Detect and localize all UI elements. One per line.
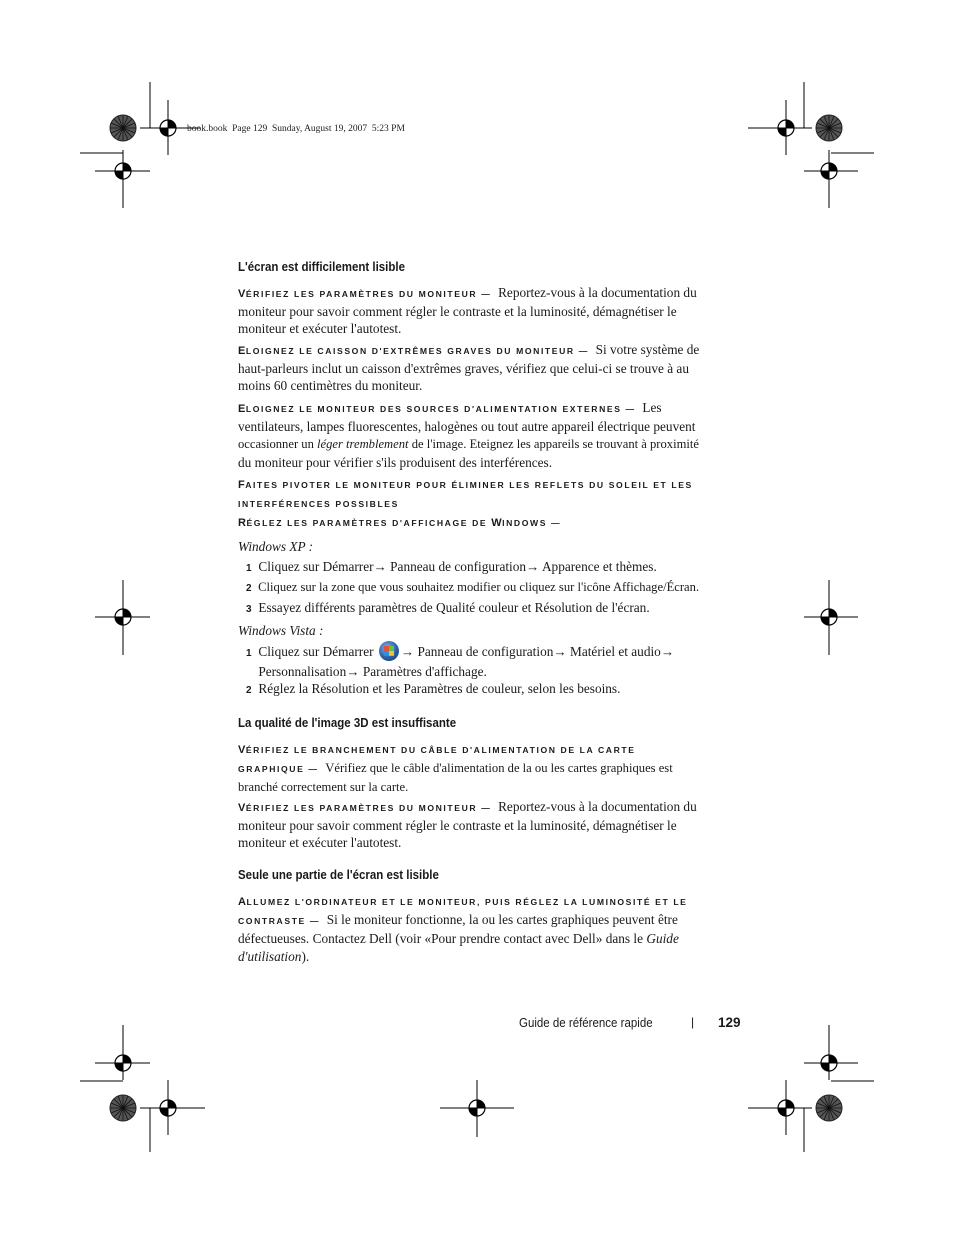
star-target-icon — [110, 115, 136, 141]
star-target-icon — [110, 1095, 136, 1121]
paragraph-heading: RÉGLEZ LES PARAMÈTRES D'AFFICHAGE DE WINDOWS — — [238, 517, 562, 529]
section-heading: Seule une partie de l'écran est lisible — [238, 868, 439, 882]
section-heading: La qualité de l'image 3D est insuffisante — [238, 716, 457, 730]
paragraph-lead: VÉRIFIEZ LE BRANCHEMENT DU CÂBLE D'ALIMENTATION DE LA CARTE — [238, 744, 636, 756]
page-number: 129 — [718, 1015, 741, 1030]
footer-title: Guide de référence rapide — [519, 1016, 653, 1030]
os-label: Windows Vista : — [238, 623, 324, 638]
star-target-icon — [816, 1095, 842, 1121]
paragraph: VÉRIFIEZ LES PARAMÈTRES DU MONITEUR — Reportez-vous à la documentation du moniteur pour savoir comment régler le contraste et la luminosité, démagnétiser le moniteur et exécuter l'autotest. — [238, 799, 697, 851]
list-item: 3 Essayez différents paramètres de Qualité couleur et Résolution de l'écran. — [246, 600, 650, 615]
paragraph-lead: ALLUMEZ L'ORDINATEUR ET LE MONITEUR, PUIS RÉGLEZ LA LUMINOSITÉ ET LE — [238, 896, 688, 908]
os-label: Windows XP : — [238, 539, 314, 554]
list-item: 2 Réglez la Résolution et les Paramètres de couleur, selon les besoins. — [246, 681, 621, 696]
paragraph-lead: VÉRIFIEZ LES PARAMÈTRES DU MONITEUR — — [238, 288, 492, 300]
star-target-icon — [816, 115, 842, 141]
list-item: 2 Cliquez sur la zone que vous souhaitez modifier ou cliquez sur l'icône Affichage/Écran. — [246, 580, 700, 594]
paragraph: VÉRIFIEZ LES PARAMÈTRES DU MONITEUR — Reportez-vous à la documentation du moniteur pour savoir comment régler le contraste et la luminosité, démagnétiser le moniteur et exécuter l'autotest. — [238, 285, 697, 337]
paragraph-lead: ELOIGNEZ LE MONITEUR DES SOURCES D'ALIMENTATION EXTERNES — — [238, 403, 636, 415]
paragraph-lead: VÉRIFIEZ LES PARAMÈTRES DU MONITEUR — — [238, 802, 492, 814]
list-item: 1 Cliquez sur Démarrer→ Panneau de configuration→ Apparence et thèmes. — [246, 559, 657, 574]
windows-start-icon — [379, 641, 399, 661]
list-item: 1 Cliquez sur Démarrer → Panneau de configuration→ Matériel et audio→ Personnalisation→ Paramètres d'affichage. — [246, 641, 736, 681]
paragraph: ELOIGNEZ LE CAISSON D'EXTRÊMES GRAVES DU MONITEUR — Si votre système de haut-parleurs inclut un caisson d'extrêmes graves, vérifiez que celui-ci se trouve à au moins 60 centimètres du moniteur. — [238, 342, 700, 394]
paragraph-heading: FAITES PIVOTER LE MONITEUR POUR ÉLIMINER LES REFLETS DU SOLEIL ET LES INTERFÉRENCES POSSIBLES — [238, 479, 693, 509]
paragraph-lead: ELOIGNEZ LE CAISSON D'EXTRÊMES GRAVES DU MONITEUR — — [238, 345, 589, 357]
paragraph: VÉRIFIEZ LE BRANCHEMENT DU CÂBLE D'ALIMENTATION DE LA CARTE GRAPHIQUE — Vérifiez que le câble d'alimentation de la ou les cartes graphiques est branché correctement sur la carte. — [238, 744, 673, 795]
running-header: book.book Page 129 Sunday, August 19, 2007 5:23 PM — [187, 124, 405, 134]
paragraph: ELOIGNEZ LE MONITEUR DES SOURCES D'ALIMENTATION EXTERNES — Les ventilateurs, lampes fluorescentes, halogènes ou tout autre appareil électrique peuvent occasionner un léger tremblement de l'image. Eteignez les appareils se trouvant à proximité du moniteur pour vérifier s'ils produisent des interférences. — [238, 400, 699, 470]
footer-separator: | — [691, 1015, 695, 1029]
paragraph: ALLUMEZ L'ORDINATEUR ET LE MONITEUR, PUIS RÉGLEZ LA LUMINOSITÉ ET LE CONTRASTE — Si le moniteur fonctionne, la ou les cartes graphiques peuvent être défectueuses. Contactez Dell (voir «Pour prendre contact avec Dell» dans le Guide d'utilisation). — [238, 896, 688, 964]
section-heading: L'écran est difficilement lisible — [238, 260, 405, 274]
